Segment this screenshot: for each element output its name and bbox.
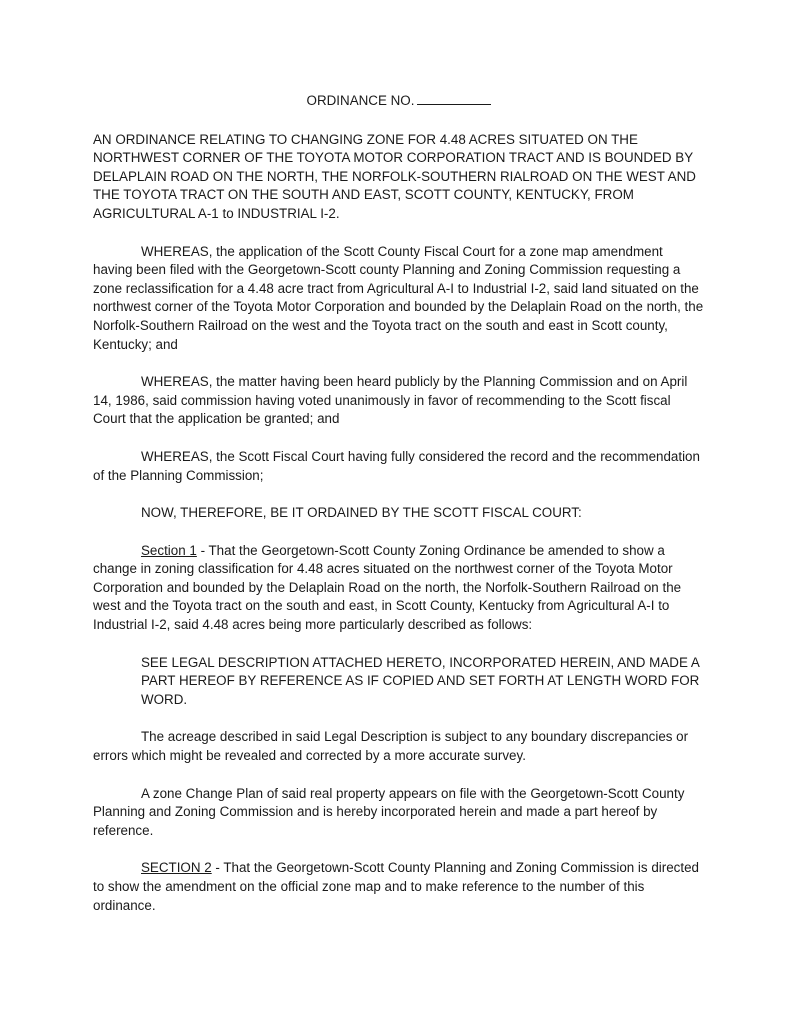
section-2-text: - That the Georgetown-Scott County Planning and Zoning Commission is directed to show the amendment on the official zone map and to make reference to the number of this ordinance. [93, 860, 699, 913]
acreage-note-paragraph: The acreage described in said Legal Description is subject to any boundary discrepancies or errors which might be revealed and corrected by a more accurate survey. [93, 729, 689, 764]
section-1-label: Section 1 [141, 542, 197, 558]
whereas-hearing-paragraph: WHEREAS, the matter having been heard publicly by the Planning Commission and on April 14, 1986, said commission having voted unanimously in favor of recommending to the Scott fiscal Court that the application be granted; and [93, 374, 688, 427]
section-2-label: SECTION 2 [141, 860, 212, 876]
ordinance-title [93, 90, 705, 111]
whereas-application-paragraph: WHEREAS, the application of the Scott County Fiscal Court for a zone map amendment having been filed with the Georgetown-Scott county Planning and Zoning Commission requesting a zone reclassification for a 4.48 acre tract from Agricultural A-I to Industrial I-2, said land situated on the northwest corner of the Toyota Motor Corporation and bounded by the Delaplain Road on the north, the Norfolk-Southern Railroad on the west and the Toyota tract on the south and east in Scott county, Kentucky; and [93, 243, 704, 352]
ordinance-title-text: ORDINANCE NO. [306, 93, 415, 108]
legal-description-block: SEE LEGAL DESCRIPTION ATTACHED HERETO, INCORPORATED HEREIN, AND MADE A PART HEREOF BY REFERENCE AS IF COPIED AND SET FORTH AT LENGTH WORD FOR WORD. [141, 654, 700, 707]
ordinance-page [93, 90, 705, 934]
section-1-text: - That the Georgetown-Scott County Zoning Ordinance be amended to show a change in zoning classification for 4.48 acres situated on the northwest corner of the Toyota Motor Corporation and bounded by the Delaplain Road on the north, the Norfolk-Southern Railroad on the west and the Toyota tract on the south and east, in Scott County, Kentucky from Agricultural A-I to Industrial I-2, said 4.48 acres being more particularly described as follows: [93, 542, 682, 633]
ordinance-caption: AN ORDINANCE RELATING TO CHANGING ZONE FOR 4.48 ACRES SITUATED ON THE NORTHWEST CORNER OF THE TOYOTA MOTOR CORPORATION TRACT AND IS BOUNDED BY DELAPLAIN ROAD ON THE NORTH, THE NORFOLK-SOUTHERN RIALROAD ON THE WEST AND THE TOYOTA TRACT ON THE SOUTH AND EAST, SCOTT COUNTY, KENTUCKY, FROM AGRICULTURAL A-1 to INDUSTRIAL I-2. [93, 131, 696, 221]
ordained-clause: NOW, THEREFORE, BE IT ORDAINED BY THE SCOTT FISCAL COURT: [141, 505, 582, 521]
section-1-paragraph [93, 542, 705, 635]
zone-plan-note-paragraph: A zone Change Plan of said real property appears on file with the Georgetown-Scott County Planning and Zoning Commission and is hereby incorporated herein and made a part hereof by reference. [93, 785, 685, 838]
ordinance-number-blank [417, 90, 491, 105]
whereas-considered-paragraph: WHEREAS, the Scott Fiscal Court having fully considered the record and the recommendation of the Planning Commission; [93, 448, 700, 483]
section-2-paragraph [93, 859, 705, 915]
